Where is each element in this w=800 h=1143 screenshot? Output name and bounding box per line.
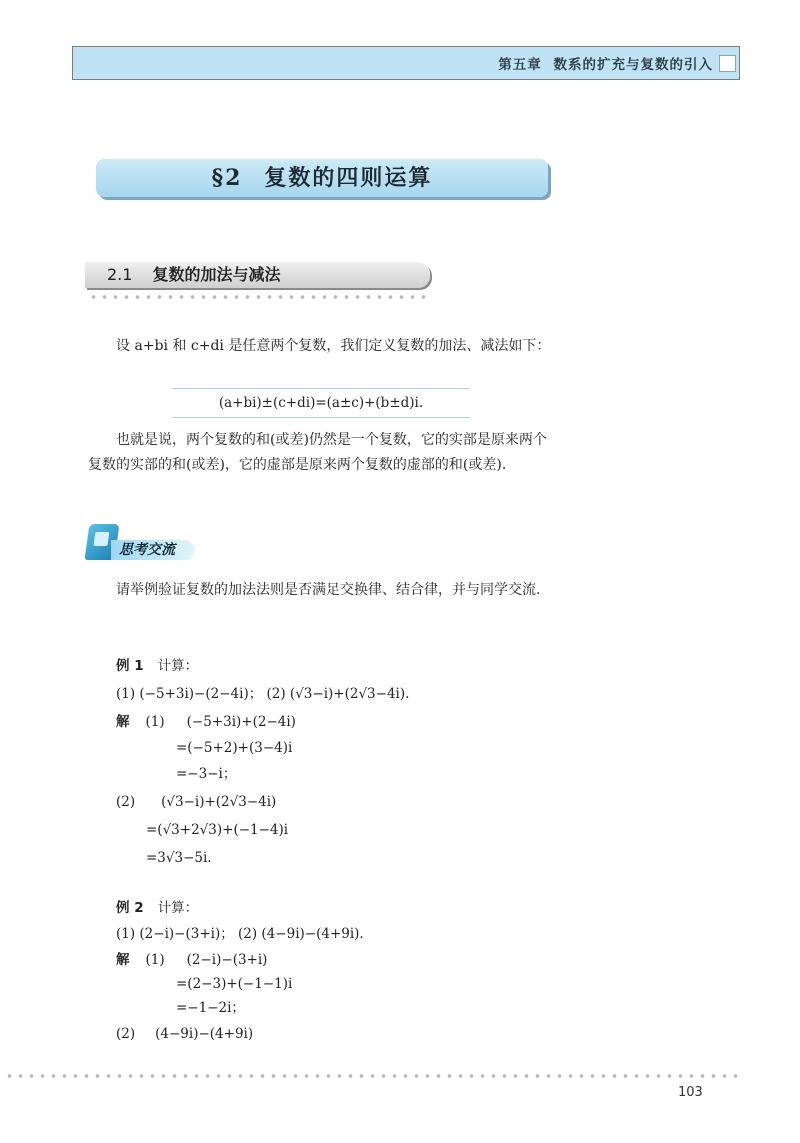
example1-heading [116, 656, 198, 676]
chapter-header [72, 46, 740, 80]
example1-label: 例 1 [116, 658, 144, 674]
chapter-number: 第五章 [498, 57, 542, 73]
section-number: §2 [211, 165, 243, 191]
example1-part1-label: (1) [145, 714, 165, 730]
example1-task: 计算： [157, 658, 199, 674]
example2-label: 例 2 [116, 900, 144, 916]
example2-part2-row [116, 1024, 253, 1044]
example2-part1-line3: =−1−2i； [176, 1000, 245, 1016]
think-discuss-badge [87, 524, 207, 564]
example2-part1-line1: (2−i)−(3+i) [186, 952, 268, 968]
example2-problems: (1) (2−i)−(3+i)； (2) (4−9i)−(4+9i). [116, 926, 364, 942]
section-title-text: 复数的四则运算 [264, 166, 433, 191]
example1-part2-label: (2) [116, 794, 136, 810]
example1-part1-line2: =(−5+2)+(3−4)i [176, 740, 293, 756]
example1-part2-row [116, 792, 276, 812]
example2-part1-line2: =(2−3)+(−1−1)i [176, 976, 293, 992]
subsection-title-text: 复数的加法与减法 [152, 265, 281, 284]
intro-paragraph: 设 a+bi 和 c+di 是任意两个复数，我们定义复数的加法、减法如下： [116, 338, 551, 354]
think-discuss-text: 请举例验证复数的加法法则是否满足交换律、结合律，并与同学交流. [116, 582, 541, 598]
example2-heading [116, 898, 198, 918]
example2-part1-label: (1) [145, 952, 165, 968]
subsection-title [85, 262, 430, 288]
subsection-number: 2.1 [107, 265, 133, 284]
example1-part2-line2: =(√3+2√3)+(−1−4)i [146, 822, 289, 838]
example1-part2-line1: (√3−i)+(2√3−4i) [161, 794, 277, 810]
explanation-paragraph: 也就是说，两个复数的和(或差)仍然是一个复数，它的实部是原来两个复数的实部的和(或差)，它的虚部是原来两个复数的虚部的和(或差). [88, 432, 547, 473]
example2-part2-label: (2) [116, 1026, 136, 1042]
chapter-header-text [498, 53, 713, 73]
example1-part1-line3: =−3−i； [176, 766, 237, 782]
example2-task: 计算： [157, 900, 199, 916]
chapter-title: 数系的扩充与复数的引入 [553, 57, 713, 73]
section-title [96, 159, 548, 197]
example2-solution-label: 解 [116, 952, 130, 968]
example2-part2-line1: (4−9i)−(4+9i) [155, 1026, 254, 1042]
example1-solution-row1 [116, 712, 296, 732]
addition-formula: (a+bi)±(c+di)=(a±c)+(b±d)i. [172, 388, 470, 418]
example1-part2-line3: =3√3−5i. [146, 850, 212, 866]
think-discuss-label: 思考交流 [111, 540, 195, 560]
example1-solution-label: 解 [116, 714, 130, 730]
example2-solution-row1 [116, 950, 267, 970]
footer-dotted-rule [4, 1074, 744, 1078]
header-square-mark [719, 55, 736, 72]
example1-part1-line1: (−5+3i)+(2−4i) [186, 714, 296, 730]
page-number: 103 [678, 1085, 703, 1100]
example1-problems: (1) (−5+3i)−(2−4i)； (2) (√3−i)+(2√3−4i). [116, 686, 410, 702]
subsection-dotted-rule [88, 295, 432, 299]
